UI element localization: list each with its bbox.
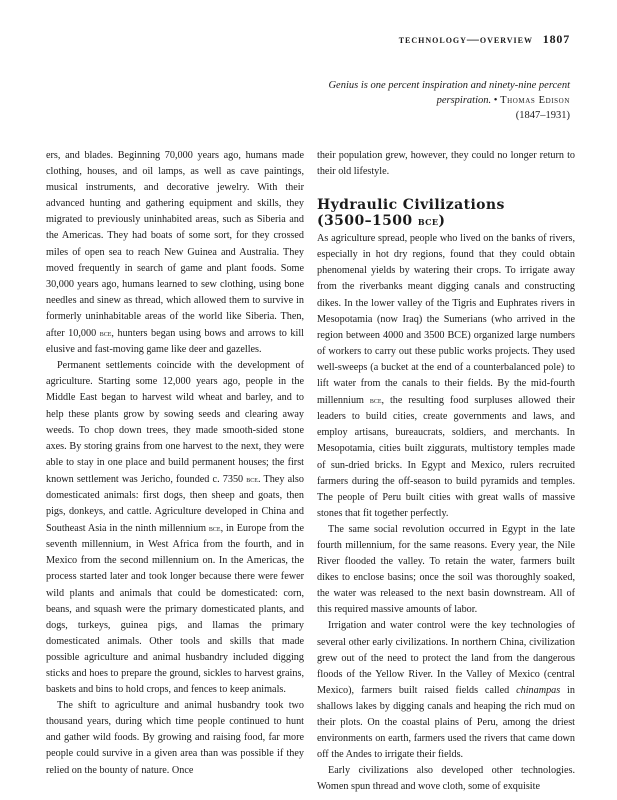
era-abbrev: bce: [369, 395, 382, 406]
paragraph: The same social revolution occurred in Egypt in the late fourth millennium, for the same reasons. Every year, the Nile River flooded the valley. To retain the water, farmers built dikes to enclose basins; once the soil was thoroughly soaked, the water was released to the next basin downstream. All of this required massive amounts of labor.: [317, 523, 575, 616]
era-abbrev: bce: [208, 523, 221, 534]
paragraph: Permanent settlements coincide with the development of agriculture. Starting some 12,000 years ago, people in the Middle East began to harvest wild wheat and barley, and to help these plants grow by sowing seeds and clearing away weeds. To chop down trees, they made smooth-sided stone axes. By storing grains from one harvest to the next, they were able to stay in one place and build permanent houses; the first known settlement was Jericho, founded c. 7350 bce. They also domesticated animals: first dogs, then sheep and goats, then pigs, donkeys, and cattle. Agriculture developed in China and Southeast Asia in the ninth millennium bce, in Europe from the seventh millennium, in West Africa from the fourth, and in Mexico from the second millennium on. In the Americas, the process started later and took longer because there were fewer wild plants and animals that could be domesticated: corn, beans, and squash were the primary domesticated plants, and dogs, turkeys, guinea pigs, and llamas the primary domesticated animals. Other tools and skills that made possible agriculture and animal husbandry included digging sticks and hoes to prepare the ground, sickles to harvest grains, baskets and bins to hold crops, and fences to keep animals.: [46, 360, 305, 696]
epigraph-author: Thomas Edison: [500, 95, 570, 106]
left-column: [46, 148, 304, 779]
paragraph: As agriculture spread, people who lived on the banks of rivers, especially in hot dry regions, found that they could obtain phenomenal yields by watering their crops. To irrigate away from the riverbanks meant digging canals and constructing dikes. In the lower valley of the Tigris and Euphrates rivers in Mesopotamia (now Iraq) the Sumerians (who arrived in the region between 4000 and 3500 BCE) organized large numbers of workers to carry out these public works projects. They used well-sweeps (a bucket at the end of a counterbalanced pole) to lift water from the canals to their fields. By the mid-fourth millennium bce, the resulting food surpluses allowed their leaders to build cities, create governments and laws, and employ artisans, bureaucrats, soldiers, and merchants. In Mesopotamia, cities built ziggurats, multistory temples made of sun-dried bricks. In Egypt and Mexico, rulers recruited farmers during the off-season to build pyramids and temples. The people of Peru built cities with great walls of massive stones that fit together perfectly.: [317, 233, 575, 519]
paragraph: The shift to agriculture and animal husbandry took two thousand years, during which time people continued to hunt and gather wild foods. By growing and raising food, far more people could survive in a given area than was possible if they relied on the bounty of nature. Once: [46, 700, 304, 776]
era-abbrev: bce: [246, 473, 258, 484]
running-head: [399, 32, 570, 47]
paragraph: Early civilizations also developed other technologies. Women spun thread and wove cloth, some of exquisite: [317, 765, 575, 793]
epigraph-separator: •: [493, 95, 498, 106]
epigraph-dates: (1847–1931): [515, 110, 570, 121]
paragraph: ers, and blades. Beginning 70,000 years ago, humans made clothing, houses, and oil lamps, as well as cave paintings, musical instruments, and decorative jewelry. With their advanced hunting and gathering equipment and skills, they migrated to previously uninhabited areas, such as Siberia and the Americas. They had boats of some sort, for they crossed miles of open sea to reach New Guinea and Australia. They moved frequently in search of game and plant foods. Some 30,000 years ago, humans learned to sew clothing, using bone needles and sinew as thread, which allowed them to survive in formerly uninhabitable areas of the world like Siberia. Then, after 10,000 bce, hunters began using bows and arrows to kill elusive and fast-moving game like deer and gazelles.: [46, 150, 304, 356]
era-abbrev: bce: [417, 214, 439, 229]
epigraph: [320, 78, 570, 123]
paragraph: their population grew, however, they could no longer return to their old lifestyle.: [317, 150, 575, 178]
right-column: [317, 148, 575, 795]
paragraph: Irrigation and water control were the key technologies of several other early civilizations. In northern China, civilization grew out of the need to protect the land from the dangerous floods of the Yellow River. In the Valley of Mexico (central Mexico), farmers built raised fields called chinampas in shallows lakes by digging canals and heaping the rich mud on their plots. On the coastal plains of Peru, among the driest environments on earth, farmers used the rivers that came down off the Andes to irrigate their fields.: [317, 620, 575, 761]
era-abbrev: bce: [99, 328, 112, 339]
epigraph-quote: Genius is one percent inspiration and ninety-nine percent perspiration.: [328, 80, 570, 106]
section-heading: Hydraulic Civilizations (3500–1500 bce): [317, 197, 505, 230]
section-title: technology—overview: [398, 32, 533, 46]
italic-term: chinampas: [516, 684, 561, 696]
page-number: 1807: [542, 32, 570, 46]
